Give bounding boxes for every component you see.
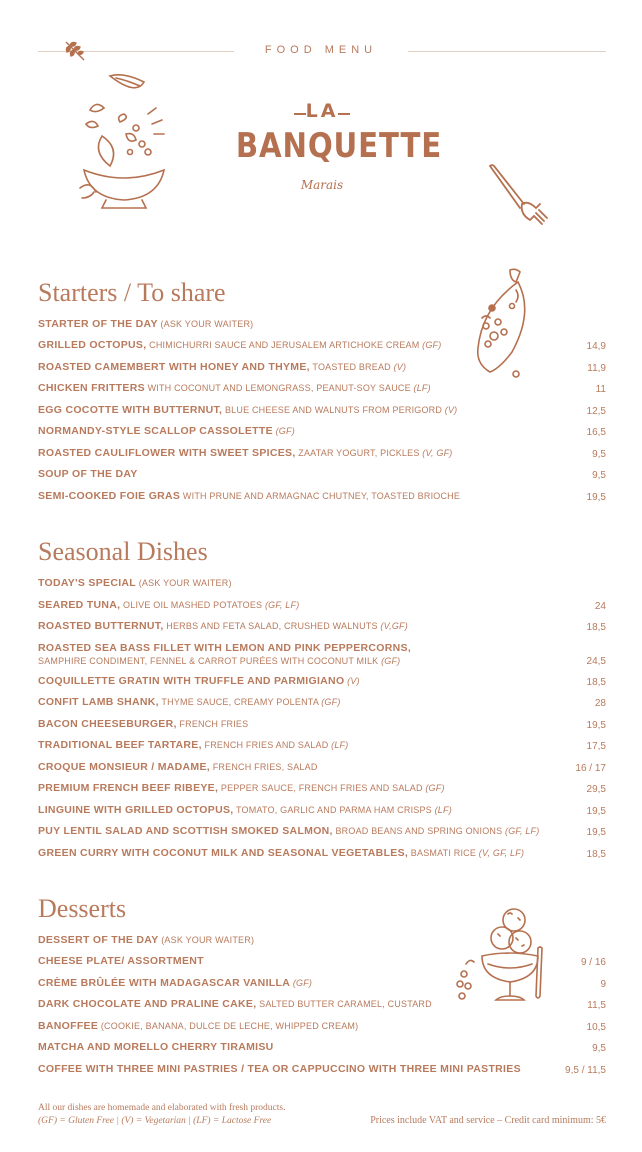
menu-item: CHICKEN FRITTERS WITH COCONUT AND LEMONGRASS, PEANUT-SOY SAUCE (LF) 11 xyxy=(38,382,606,395)
menu-item: PREMIUM FRENCH BEEF RIBEYE, PEPPER SAUCE, FRENCH FRIES AND SALAD (GF) 29,5 xyxy=(38,782,606,795)
footer-line-2: (GF) = Gluten Free | (V) = Vegetarian | (LF) = Lactose Free xyxy=(38,1116,272,1126)
menu-item: CONFIT LAMB SHANK, THYME SAUCE, CREAMY POLENTA (GF) 28 xyxy=(38,696,606,709)
menu-item: PUY LENTIL SALAD AND SCOTTISH SMOKED SALMON, BROAD BEANS AND SPRING ONIONS (GF, LF) 19,5 xyxy=(38,825,606,838)
menu-item: COFFEE WITH THREE MINI PASTRIES / TEA OR CAPPUCCINO WITH THREE MINI PASTRIES 9,5 / 11,5 xyxy=(38,1063,606,1076)
menu-label: FOOD MENU xyxy=(264,44,378,56)
menu-item: EGG COCOTTE WITH BUTTERNUT, BLUE CHEESE AND WALNUTS FROM PERIGORD (V) 12,5 xyxy=(38,404,606,417)
logo-sub-text: Marais xyxy=(300,178,344,192)
menu-item: GREEN CURRY WITH COCONUT MILK AND SEASONAL VEGETABLES, BASMATI RICE (V, GF, LF) 18,5 xyxy=(38,847,606,860)
logo-main-text: BANQUETTE xyxy=(235,126,443,166)
menu-item: GRILLED OCTOPUS, CHIMICHURRI SAUCE AND JERUSALEM ARTICHOKE CREAM (GF) 14,9 xyxy=(38,339,606,352)
menu-item: TRADITIONAL BEEF TARTARE, FRENCH FRIES AND SALAD (LF) 17,5 xyxy=(38,739,606,752)
footer-notes xyxy=(38,1102,285,1128)
section-title-seasonal: Seasonal Dishes xyxy=(38,537,208,566)
menu-item: CROQUE MONSIEUR / MADAME, FRENCH FRIES, SALAD 16 / 17 xyxy=(38,761,606,774)
footer-price-note: Prices include VAT and service – Credit card minimum: 5€ xyxy=(370,1115,606,1126)
menu-item: DARK CHOCOLATE AND PRALINE CAKE, SALTED BUTTER CARAMEL, CUSTARD 11,5 xyxy=(38,998,606,1011)
footer-line-1: All our dishes are homemade and elaborated with fresh products. xyxy=(38,1103,286,1113)
fork-icon xyxy=(486,162,548,230)
menu-item: ROASTED CAULIFLOWER WITH SWEET SPICES, ZAATAR YOGURT, PICKLES (V, GF) 9,5 xyxy=(38,447,606,460)
menu-item: CHEESE PLATE/ ASSORTMENT 9 / 16 xyxy=(38,955,606,968)
logo-top-text: LA xyxy=(282,100,362,122)
menu-item: MATCHA AND MORELLO CHERRY TIRAMISU 9,5 xyxy=(38,1041,606,1054)
menu-item: STARTER OF THE DAY (ASK YOUR WAITER) xyxy=(38,318,254,330)
salad-bowl-illustration xyxy=(76,70,172,216)
menu-item: BANOFFEE (COOKIE, BANANA, DULCE DE LECHE, WHIPPED CREAM) 10,5 xyxy=(38,1020,606,1033)
menu-item: NORMANDY-STYLE SCALLOP CASSOLETTE (GF) 16,5 xyxy=(38,425,606,438)
menu-item: ROASTED SEA BASS FILLET WITH LEMON AND PINK PEPPERCORNS, SAMPHIRE CONDIMENT, FENNEL & CARROT PURÉES WITH COCONUT MILK (GF) 24,5 xyxy=(38,642,606,667)
menu-item: COQUILLETTE GRATIN WITH TRUFFLE AND PARMIGIANO (V) 18,5 xyxy=(38,675,606,688)
menu-item: LINGUINE WITH GRILLED OCTOPUS, TOMATO, GARLIC AND PARMA HAM CRISPS (LF) 19,5 xyxy=(38,804,606,817)
section-title-starters: Starters / To share xyxy=(38,278,226,307)
menu-item: SEARED TUNA, OLIVE OIL MASHED POTATOES (GF, LF) 24 xyxy=(38,599,606,612)
menu-item: ROASTED BUTTERNUT, HERBS AND FETA SALAD, CRUSHED WALNUTS (V,GF) 18,5 xyxy=(38,620,606,633)
menu-item: DESSERT OF THE DAY (ASK YOUR WAITER) xyxy=(38,934,255,946)
leaf-icon xyxy=(62,38,88,64)
menu-item: CRÈME BRÛLÉE WITH MADAGASCAR VANILLA (GF) 9 xyxy=(38,977,606,990)
menu-item: SOUP OF THE DAY 9,5 xyxy=(38,468,606,481)
menu-item: BACON CHEESEBURGER, FRENCH FRIES 19,5 xyxy=(38,718,606,731)
menu-item: TODAY'S SPECIAL (ASK YOUR WAITER) xyxy=(38,577,232,589)
menu-item: SEMI-COOKED FOIE GRAS WITH PRUNE AND ARMAGNAC CHUTNEY, TOASTED BRIOCHE 19,5 xyxy=(38,490,606,503)
header-rule-right xyxy=(408,51,606,52)
menu-item: ROASTED CAMEMBERT WITH HONEY AND THYME, TOASTED BREAD (V) 11,9 xyxy=(38,361,606,374)
section-title-desserts: Desserts xyxy=(38,894,127,923)
